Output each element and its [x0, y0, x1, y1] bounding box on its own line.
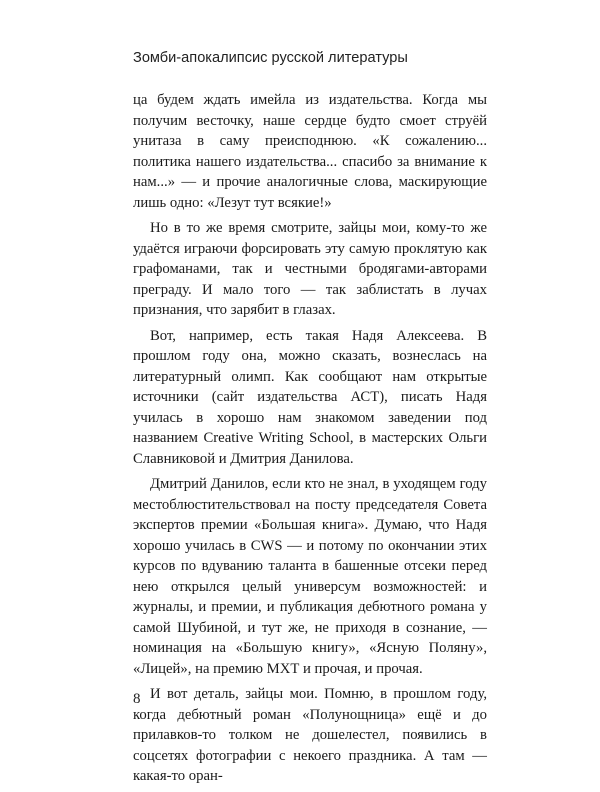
paragraph: Дмитрий Данилов, если кто не знал, в уходящем году местоблюстительствовал на посту председателя Совета экспертов премии «Большая книга». Думаю, что Надя хорошо училась в CWS — и потому по окончании этих курсов по вдуванию таланта в башенные отсеки перед нею открылся целый универсум возможностей: и журналы, и премии, и публикация дебютного романа у самой Шубиной, и тут же, не приходя в сознание, — номинация на «Большую книгу», «Ясную Поляну», «Лицей», на премию МХТ и прочая, и прочая.: [133, 476, 487, 677]
paragraph: Но в то же время смотрите, зайцы мои, кому-то же удаётся играючи форсировать эту самую проклятую как графоманами, так и честными бродягами-авторами преграду. И мало того — так заблистать в лучах признания, что зарябит в глазах.: [133, 220, 487, 318]
running-header: Зомби-апокалипсис русской литературы: [133, 50, 408, 66]
body-text: [133, 90, 487, 792]
paragraph: И вот деталь, зайцы мои. Помню, в прошлом году, когда дебютный роман «Полунощница» ещё и до прилавков-то толком не дошелестел, появились в соцсетях фотографии с некоего праздника. А там — какая-то оран-: [133, 686, 487, 784]
paragraph: ца будем ждать имейла из издательства. Когда мы получим весточку, наше сердце будто смоет струёй унитаза в саму преисподнюю. «К сожалению... политика нашего издательства... спасибо за внимание к нам...» — и прочие аналогичные слова, маскирующие лишь одно: «Лезут тут всякие!»: [133, 92, 487, 211]
paragraph: Вот, например, есть такая Надя Алексеева. В прошлом году она, можно сказать, вознеслась на литературный олимп. Как сообщают нам открытые источники (сайт издательства АСТ), писать Надя училась в хорошо нам знакомом заведении под названием Creative Writing School, в мастерских Ольги Славниковой и Дмитрия Данилова.: [133, 327, 487, 467]
page-number: 8: [133, 691, 141, 707]
